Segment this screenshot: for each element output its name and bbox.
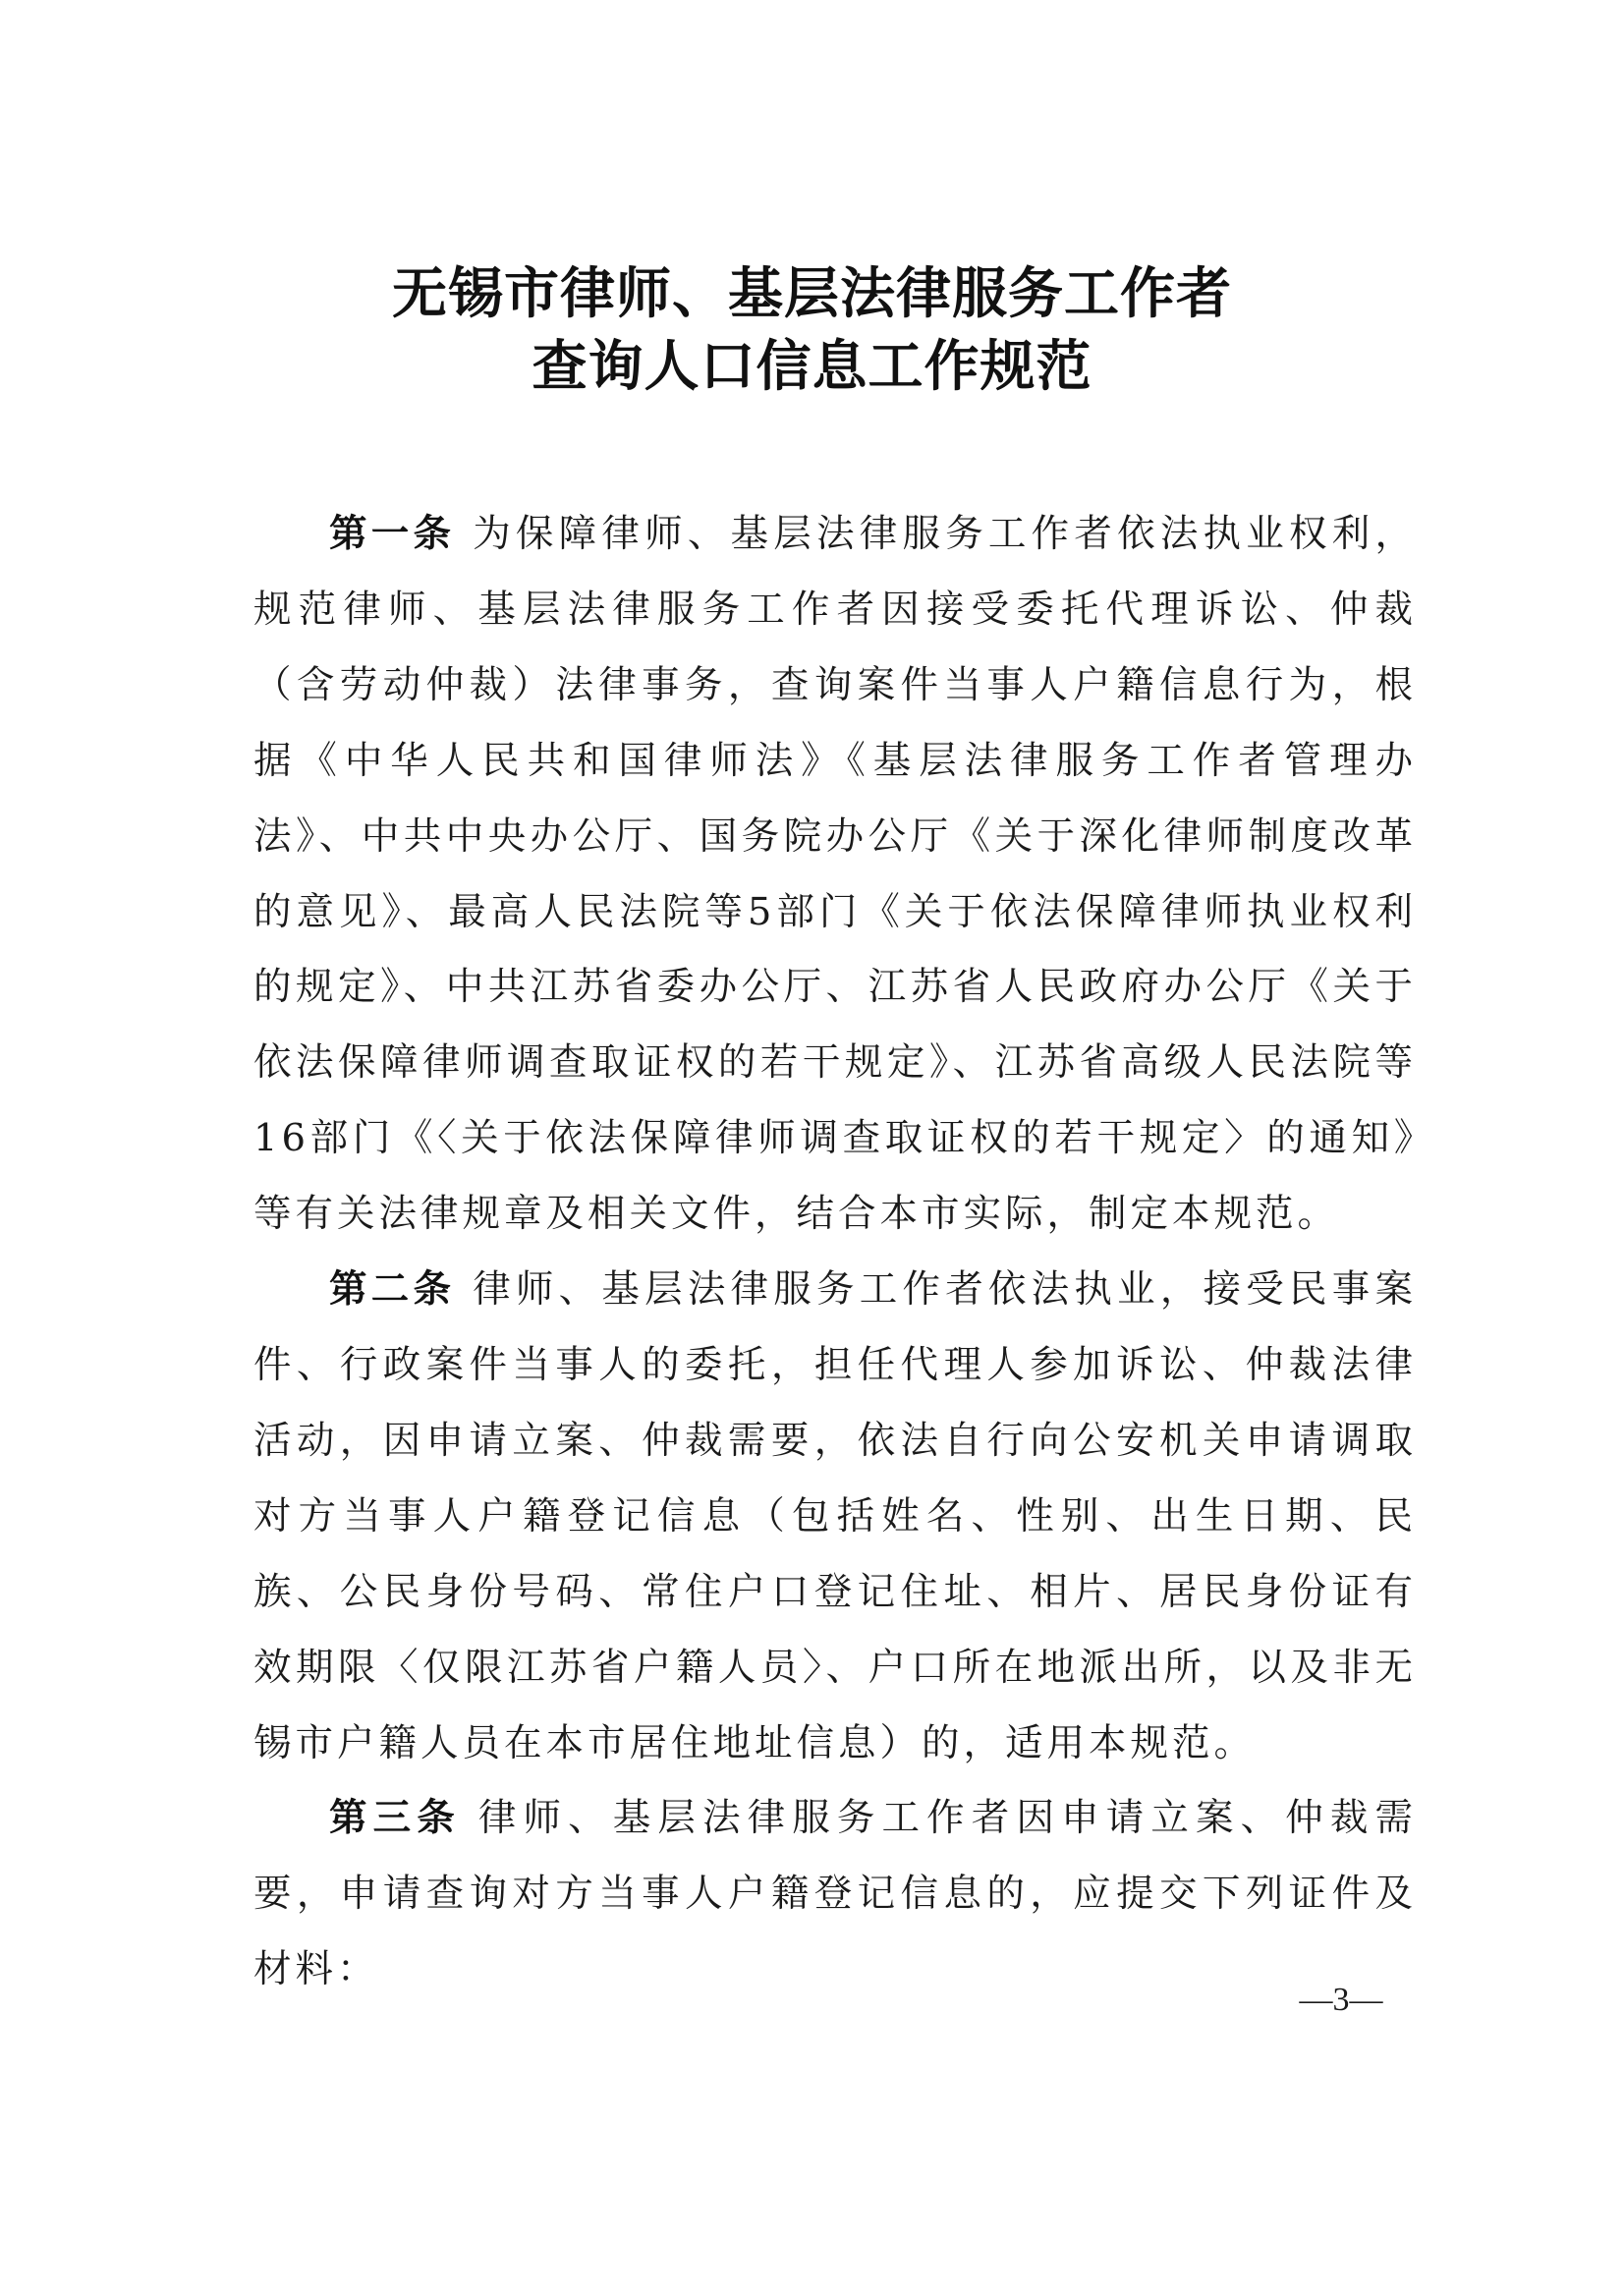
article-1-label: 第一条: [329, 512, 456, 556]
article-2-text: 律师、基层法律服务工作者依法执业，接受民事案件、行政案件当事人的委托，担任代理人参加诉讼、仲裁法律活动，因申请立案、仲裁需要，依法自行向公安机关申请调取对方当事人户籍登记信息（包括姓名、性别、出生日期、民族、公民身份号码、常住户口登记住址、相片、居民身份证有效期限〈仅限江苏省户籍人员〉、户口所在地派出所，以及非无锡市户籍人员在本市居住地址信息）的，适用本规范。: [253, 1267, 1417, 1765]
article-3-label: 第三条: [329, 1796, 461, 1841]
document-title: [0, 257, 1624, 403]
article-1-text: 为保障律师、基层法律服务工作者依法执业权利，规范律师、基层法律服务工作者因接受委托代理诉讼、仲裁（含劳动仲裁）法律事务，查询案件当事人户籍信息行为，根据《中华人民共和国律师法》《基层法律服务工作者管理办法》、中共中央办公厅、国务院办公厅《关于深化律师制度改革的意见》、最高人民法院等5部门《关于依法保障律师执业权利的规定》、中共江苏省委办公厅、江苏省人民政府办公厅《关于依法保障律师调查取证权的若干规定》、江苏省高级人民法院等16部门《〈关于依法保障律师调查取证权的若干规定〉的通知》等有关法律规章及相关文件，结合本市实际，制定本规范。: [253, 512, 1417, 1237]
article-3: [253, 1781, 1417, 2008]
title-line-2: 查询人口信息工作规范: [532, 334, 1092, 399]
article-2-label: 第二条: [329, 1267, 456, 1313]
document-body: [253, 497, 1417, 2008]
page-number: —3—: [1299, 1982, 1383, 2018]
title-line-1: 无锡市律师、基层法律服务工作者: [392, 261, 1232, 326]
article-1: [253, 497, 1417, 1253]
article-3-text: 律师、基层法律服务工作者因申请立案、仲裁需要，申请查询对方当事人户籍登记信息的，应提交下列证件及材料：: [253, 1796, 1417, 1992]
article-2: [253, 1253, 1417, 1781]
